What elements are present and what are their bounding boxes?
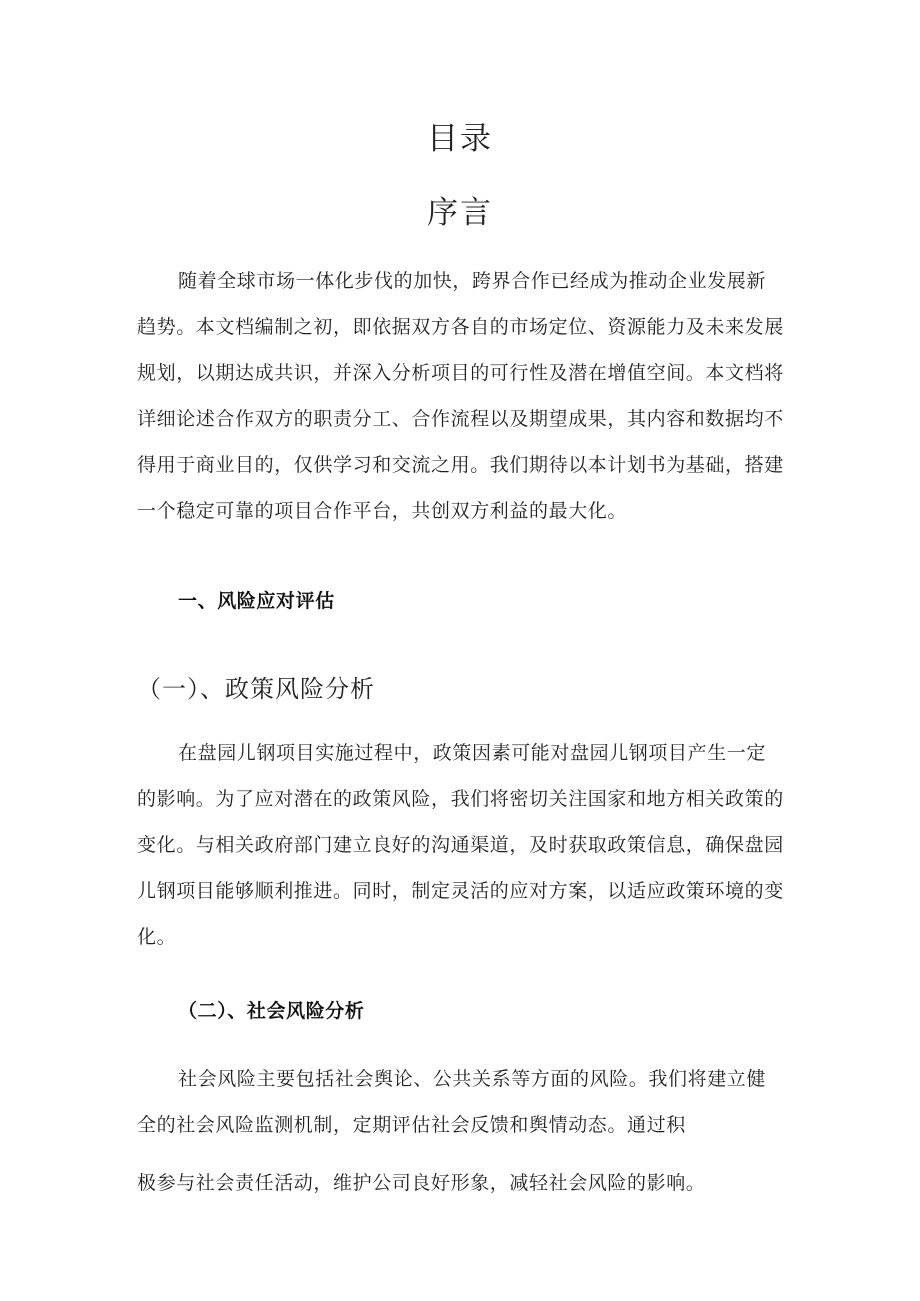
policy-risk-paragraph [137, 730, 792, 960]
toc-title: 目录 [427, 121, 493, 157]
policy-line: 儿钢项目能够顺利推进。同时，制定灵活的应对方案，以适应政策环境的变 [137, 880, 784, 902]
social-line: 全的社会风险监测机制，定期评估社会反馈和舆情动态。通过积 [137, 1114, 686, 1136]
policy-line: 化。 [137, 926, 177, 948]
preface-paragraph [137, 258, 792, 534]
preface-line: 规划，以期达成共识，并深入分析项目的可行性及潜在增值空间。本文档将 [137, 362, 784, 384]
section-heading-risk-response: 一、风险应对评估 [178, 590, 335, 612]
preface-title: 序言 [427, 195, 493, 231]
preface-line: 随着全球市场一体化步伐的加快，跨界合作已经成为推动企业发展新 [178, 270, 767, 292]
policy-line: 变化。与相关政府部门建立良好的沟通渠道，及时获取政策信息，确保盘园 [137, 834, 784, 856]
social-line: 社会风险主要包括社会舆论、公共关系等方面的风险。我们将建立健 [178, 1068, 767, 1090]
preface-line: 趋势。本文档编制之初，即依据双方各自的市场定位、资源能力及未来发展 [137, 316, 784, 338]
preface-line: 得用于商业目的，仅供学习和交流之用。我们期待以本计划书为基础，搭建 [137, 454, 784, 476]
social-line: 极参与社会责任活动，维护公司良好形象，减轻社会风险的影响。 [137, 1172, 706, 1194]
preface-line: 详细论述合作双方的职责分工、合作流程以及期望成果，其内容和数据均不 [137, 408, 784, 430]
preface-line: 一个稳定可靠的项目合作平台，共创双方利益的最大化。 [137, 500, 628, 522]
policy-line: 在盘园儿钢项目实施过程中，政策因素可能对盘园儿钢项目产生一定 [178, 742, 767, 764]
policy-line: 的影响。为了应对潜在的政策风险，我们将密切关注国家和地方相关政策的 [137, 788, 784, 810]
subsection-heading-social-risk: （二）、社会风险分析 [178, 1000, 365, 1022]
social-risk-paragraph [137, 1056, 797, 1206]
subsection-heading-policy-risk: （一）、政策风险分析 [137, 675, 375, 703]
